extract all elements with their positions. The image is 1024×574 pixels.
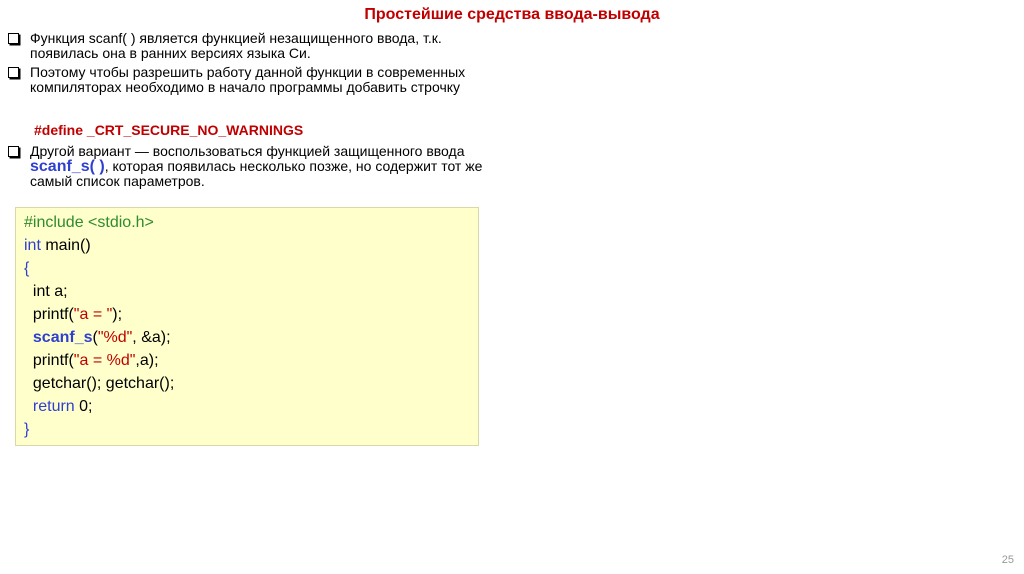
bullet-item (8, 31, 508, 61)
code-line-printf1 (24, 306, 122, 324)
code-line-scanf (24, 329, 171, 347)
code-line-close-brace: } (24, 421, 30, 438)
int-keyword: int (24, 237, 41, 254)
bullet-text-after: , которая появилась несколько позже, но содержит тот же самый список параметров. (30, 158, 483, 189)
call-tail: ,a); (135, 352, 159, 369)
bullet-text: Поэтому чтобы разрешить работу данной функции в современных компиляторах необходимо в начало программы добавить строчку (30, 64, 466, 95)
printf-call: printf( (24, 306, 74, 323)
bullet-item (8, 65, 508, 95)
code-line-include: #include <stdio.h> (24, 214, 154, 231)
code-block (15, 207, 479, 446)
return-keyword: return (24, 398, 75, 415)
bullet-item (8, 144, 508, 189)
slide-title: Простейшие средства ввода-вывода (364, 6, 660, 23)
main-signature: main() (40, 237, 91, 254)
return-value: 0; (74, 398, 93, 415)
call-tail: ); (112, 306, 123, 323)
bullet-text-before: Другой вариант — воспользоваться функцией защищенного ввода (30, 143, 465, 159)
checkbox-bullet-icon (8, 33, 19, 44)
code-line-printf2 (24, 352, 159, 370)
code-line-getchar: getchar(); getchar(); (24, 375, 175, 392)
scanf-s-call: scanf_s (24, 329, 93, 346)
code-line-open-brace: { (24, 260, 30, 277)
checkbox-bullet-icon (8, 67, 19, 78)
define-directive: #define _CRT_SECURE_NO_WARNINGS (34, 122, 304, 138)
bullet-text (30, 144, 490, 189)
call-tail: , &a); (132, 329, 171, 346)
string-literal: "a = %d" (73, 352, 136, 369)
string-literal: "%d" (97, 329, 133, 346)
bullet-text: Функция scanf( ) является функцией незащищенного ввода, т.к. появилась она в ранних версиях языка Си. (30, 30, 442, 61)
string-literal: "a = " (73, 306, 113, 323)
scanf-s-highlight: scanf_s( ) (30, 158, 105, 175)
page-number: 25 (1001, 554, 1014, 566)
code-line-decl: int a; (24, 283, 68, 300)
checkbox-bullet-icon (8, 146, 19, 157)
code-line-return (24, 398, 92, 416)
paren: ( (92, 329, 98, 346)
printf-call: printf( (24, 352, 74, 369)
code-line-main (24, 237, 91, 255)
